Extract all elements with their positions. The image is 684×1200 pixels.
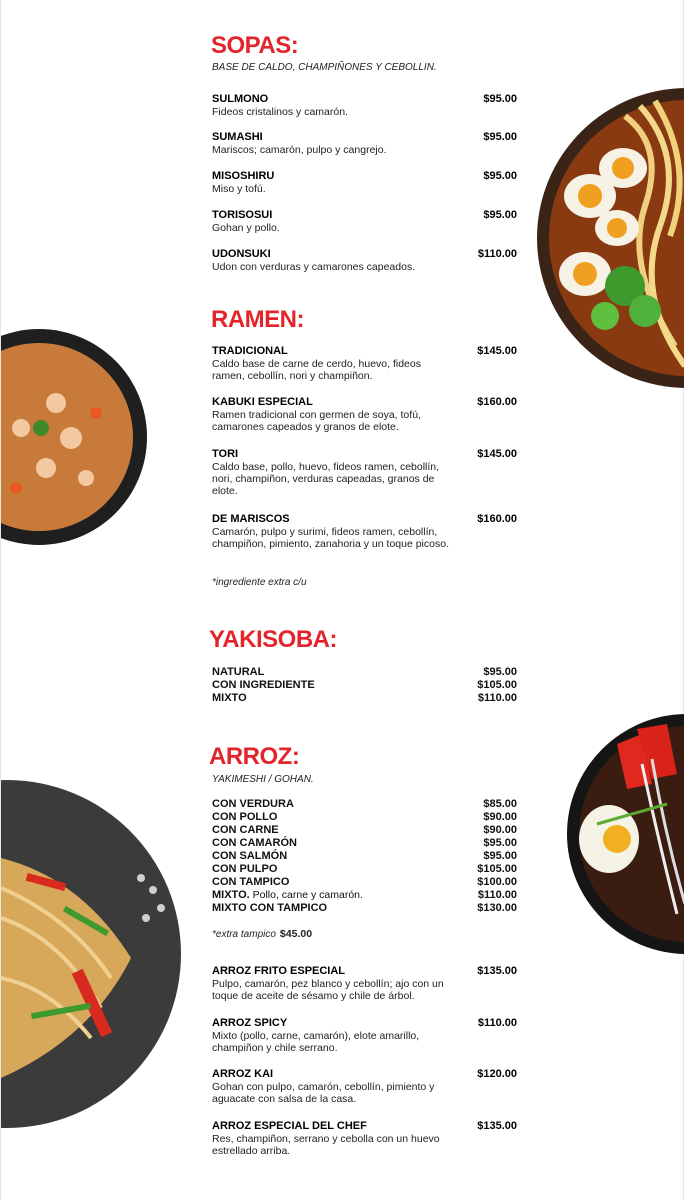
arroz-list bbox=[212, 798, 517, 915]
item-price: $110.00 bbox=[477, 692, 517, 704]
item-name: CON TAMPICO bbox=[212, 876, 290, 888]
menu-item bbox=[212, 448, 517, 497]
item-price: $120.00 bbox=[477, 1068, 517, 1080]
menu-item bbox=[212, 965, 517, 1002]
menu-item bbox=[212, 1068, 517, 1105]
item-name: NATURAL bbox=[212, 666, 265, 678]
item-desc: Miso y tofú. bbox=[212, 183, 266, 195]
menu-item bbox=[212, 93, 517, 118]
list-item bbox=[212, 679, 517, 692]
item-name: MIXTO CON TAMPICO bbox=[212, 902, 328, 914]
item-desc: Mixto (pollo, carne, camarón), elote amarillo, champiñon y chile serrano. bbox=[212, 1030, 420, 1054]
yakisoba-plate-image bbox=[1, 778, 183, 1130]
item-price: $95.00 bbox=[483, 170, 517, 182]
item-name: SULMONO bbox=[212, 93, 269, 105]
item-price: $95.00 bbox=[483, 209, 517, 221]
list-item bbox=[212, 863, 517, 876]
item-price: $90.00 bbox=[483, 824, 517, 836]
item-price: $145.00 bbox=[477, 345, 517, 357]
item-desc: Camarón, pulpo y surimi, fideos ramen, cebollín, champiñon, pimiento, zanahoria y un toque picoso. bbox=[212, 526, 449, 550]
item-desc: Gohan con pulpo, camarón, cebollín, pimiento y aguacate con salsa de la casa. bbox=[212, 1081, 435, 1105]
item-name: UDONSUKI bbox=[212, 248, 271, 260]
item-name: MIXTO bbox=[212, 692, 247, 704]
item-desc: Gohan y pollo. bbox=[212, 222, 280, 234]
yakisoba-list bbox=[212, 666, 517, 705]
item-name: ARROZ ESPECIAL DEL CHEF bbox=[212, 1120, 367, 1132]
item-name: ARROZ FRITO ESPECIAL bbox=[212, 965, 346, 977]
arroz-title: ARROZ: bbox=[209, 743, 300, 770]
item-name: KABUKI ESPECIAL bbox=[212, 396, 313, 408]
item-name: MIXTO. bbox=[212, 889, 250, 901]
ramen-title: RAMEN: bbox=[211, 306, 304, 333]
item-name: CON CAMARÓN bbox=[212, 837, 297, 849]
item-desc: Udon con verduras y camarones capeados. bbox=[212, 261, 416, 273]
item-name: CON CARNE bbox=[212, 824, 279, 836]
item-price: $105.00 bbox=[477, 679, 517, 691]
sopas-subtitle: BASE DE CALDO, CHAMPIÑONES Y CEBOLLIN. bbox=[212, 62, 437, 73]
item-price: $160.00 bbox=[477, 513, 517, 525]
yakisoba-title: YAKISOBA: bbox=[209, 626, 337, 653]
menu-item bbox=[212, 209, 517, 234]
item-price: $95.00 bbox=[483, 837, 517, 849]
item-price: $95.00 bbox=[483, 666, 517, 678]
item-name: CON PULPO bbox=[212, 863, 278, 875]
list-item bbox=[212, 876, 517, 889]
list-item bbox=[212, 824, 517, 837]
item-name: CON VERDURA bbox=[212, 798, 294, 810]
item-price: $160.00 bbox=[477, 396, 517, 408]
item-price: $135.00 bbox=[477, 965, 517, 977]
list-item bbox=[212, 811, 517, 824]
menu-item bbox=[212, 248, 517, 273]
item-name: TORISOSUI bbox=[212, 209, 273, 221]
arroz-subtitle: YAKIMESHI / GOHAN. bbox=[212, 774, 314, 785]
item-price: $90.00 bbox=[483, 811, 517, 823]
item-desc: Mariscos; camarón, pulpo y cangrejo. bbox=[212, 144, 387, 156]
item-desc: Fideos cristalinos y camarón. bbox=[212, 106, 348, 118]
item-name: ARROZ KAI bbox=[212, 1068, 274, 1080]
menu-item bbox=[212, 345, 517, 382]
item-price: $135.00 bbox=[477, 1120, 517, 1132]
menu-item bbox=[212, 396, 517, 433]
item-price: $105.00 bbox=[477, 863, 517, 875]
item-price: $100.00 bbox=[477, 876, 517, 888]
list-item bbox=[212, 889, 517, 902]
item-price: $145.00 bbox=[477, 448, 517, 460]
list-item bbox=[212, 837, 517, 850]
item-desc: Res, champiñon, serrano y cebolla con un huevo estrellado arriba. bbox=[212, 1133, 440, 1157]
list-item bbox=[212, 902, 517, 915]
menu-item bbox=[212, 131, 517, 156]
fried-rice-image bbox=[1, 328, 149, 546]
item-name: TORI bbox=[212, 448, 239, 460]
list-item bbox=[212, 798, 517, 811]
item-name: ARROZ SPICY bbox=[212, 1017, 288, 1029]
menu-item bbox=[212, 1120, 517, 1157]
item-price: $110.00 bbox=[477, 1017, 517, 1029]
item-desc: Pollo, carne y camarón. bbox=[249, 889, 363, 901]
ramen-chef-bowl-image bbox=[557, 714, 684, 954]
item-name: CON POLLO bbox=[212, 811, 278, 823]
item-name: MISOSHIRU bbox=[212, 170, 275, 182]
menu-item bbox=[212, 1017, 517, 1054]
item-price: $95.00 bbox=[483, 93, 517, 105]
item-price: $95.00 bbox=[483, 131, 517, 143]
list-item bbox=[212, 850, 517, 863]
item-desc: Caldo base, pollo, huevo, fideos ramen, cebollín, nori, champiñon, verduras capeadas, granos de elote. bbox=[212, 461, 440, 497]
list-item bbox=[212, 666, 517, 679]
item-price: $95.00 bbox=[483, 850, 517, 862]
extra-note-price: $45.00 bbox=[279, 928, 313, 940]
ramen-note: *ingrediente extra c/u bbox=[212, 577, 307, 588]
item-name: CON INGREDIENTE bbox=[212, 679, 315, 691]
item-desc: Ramen tradicional con germen de soya, tofú, camarones capeados y granos de elote. bbox=[212, 409, 421, 433]
item-name: TRADICIONAL bbox=[212, 345, 288, 357]
item-price: $110.00 bbox=[477, 248, 517, 260]
item-desc: Caldo base de carne de cerdo, huevo, fideos ramen, cebollín, nori y champiñon. bbox=[212, 358, 421, 382]
sopas-title: SOPAS: bbox=[211, 32, 299, 59]
item-desc: Pulpo, camarón, pez blanco y cebollín; ajo con un toque de aceite de sésamo y chile de árbol. bbox=[212, 978, 444, 1002]
extra-note-label: *extra tampico bbox=[212, 929, 276, 940]
item-name: CON SALMÓN bbox=[212, 850, 288, 862]
item-name: DE MARISCOS bbox=[212, 513, 290, 525]
menu-item bbox=[212, 170, 517, 195]
item-name: SUMASHI bbox=[212, 131, 263, 143]
ramen-bowl-image bbox=[535, 86, 684, 390]
item-price: $110.00 bbox=[477, 889, 517, 901]
menu-item bbox=[212, 513, 517, 550]
list-item bbox=[212, 692, 517, 705]
item-price: $130.00 bbox=[477, 902, 517, 914]
extra-tampico-note bbox=[212, 928, 312, 940]
item-price: $85.00 bbox=[483, 798, 517, 810]
